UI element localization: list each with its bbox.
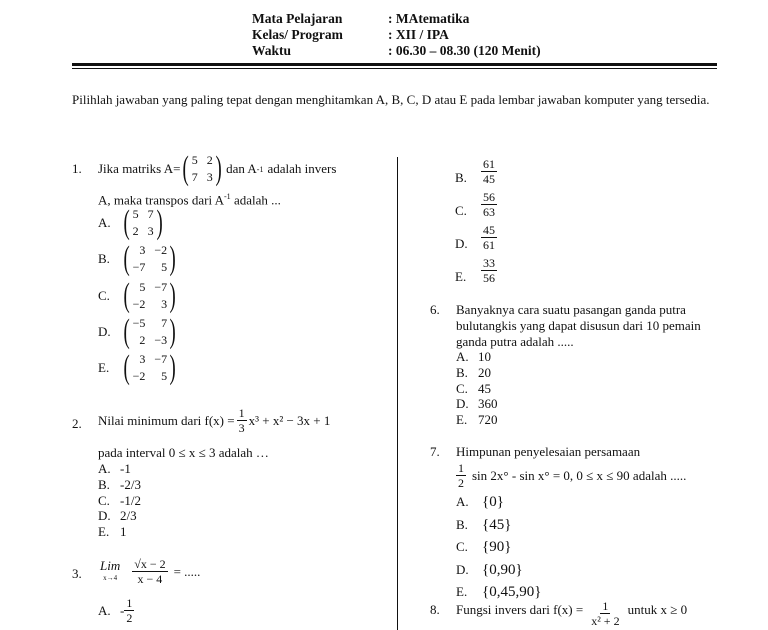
q7-opt-letter: B. bbox=[456, 516, 468, 532]
q7-option[interactable] bbox=[456, 559, 541, 582]
q2-expr: x³ + x² − 3x + 1 bbox=[248, 412, 331, 428]
q5-opt-num: 61 bbox=[483, 157, 495, 171]
q1-opt-cell: 5 bbox=[132, 207, 139, 221]
q7-text: Himpunan penyelesaian persamaan bbox=[456, 444, 641, 459]
q7-frac-num: 1 bbox=[458, 461, 464, 475]
q8-frac-num: 1 bbox=[602, 599, 609, 613]
q1-opt-cell: −2 bbox=[132, 297, 146, 311]
q1-opt-letter: A. bbox=[98, 215, 111, 230]
q5-opt-fraction bbox=[481, 190, 497, 219]
q6-option[interactable] bbox=[456, 349, 498, 365]
q2-opt-letter: A. bbox=[98, 461, 111, 476]
q6-option[interactable] bbox=[456, 365, 498, 381]
q7-opt-letter: D. bbox=[456, 561, 469, 577]
q7-opt-text: {45} bbox=[482, 516, 512, 533]
q6-opt-text: 20 bbox=[478, 364, 491, 380]
header-rule-thick bbox=[72, 63, 717, 66]
q5-opt-fraction bbox=[481, 223, 497, 252]
q1-stem bbox=[98, 152, 336, 186]
q2-line2: pada interval 0 ≤ x ≤ 3 adalah … bbox=[98, 445, 269, 460]
subject-label: Mata Pelajaran bbox=[252, 11, 343, 26]
q1-opt-cell: −7 bbox=[154, 352, 168, 366]
q1-matrix-cell: 2 bbox=[206, 153, 213, 167]
q1-line2-a: A, maka transpos dari A bbox=[98, 192, 225, 208]
q1-opt-cell: 3 bbox=[161, 297, 168, 311]
q5-opt-num: 33 bbox=[483, 256, 495, 270]
q1-opt-cell: −2 bbox=[154, 243, 168, 257]
q2-fraction bbox=[237, 406, 247, 435]
q6-opt-text: 10 bbox=[478, 349, 491, 364]
q8-text: Fungsi invers dari f(x) = bbox=[456, 602, 584, 617]
q6-opt-text: 45 bbox=[478, 380, 491, 396]
q5-option[interactable] bbox=[455, 254, 497, 287]
q1-opt-cell: 5 bbox=[161, 260, 168, 274]
q6-options bbox=[456, 349, 498, 428]
q1-matrix-cell: 3 bbox=[206, 170, 213, 184]
q7-number: 7. bbox=[430, 444, 440, 459]
q1-line2-b: adalah ... bbox=[233, 192, 281, 208]
q7-frac-den: 2 bbox=[458, 476, 464, 490]
q1-matrix: ( 5 2 7 3 ) bbox=[182, 150, 222, 187]
q7-option[interactable] bbox=[456, 536, 541, 559]
q1-opt-cell: 3 bbox=[139, 243, 146, 257]
q5-opt-den: 45 bbox=[483, 172, 495, 186]
q7-options bbox=[456, 491, 541, 604]
q2-opt-text: -1/2 bbox=[120, 492, 141, 508]
q6-option[interactable] bbox=[456, 381, 498, 397]
q1-option-a[interactable]: A. ( 5 7 2 3 ) bbox=[98, 204, 163, 241]
q1-text-a: Jika matriks A= bbox=[98, 161, 181, 176]
q5-opt-fraction bbox=[481, 157, 497, 186]
q2-opt-letter: D. bbox=[98, 508, 111, 524]
q6-text: Banyaknya cara suatu pasangan ganda putra bulutangkis yang dapat disusun dari 10 pemain ganda putra adalah ..... bbox=[456, 302, 701, 349]
q1-opt-cell: 7 bbox=[147, 207, 154, 221]
q1-line2-sup: -1 bbox=[224, 192, 231, 201]
q6-number: 6. bbox=[430, 302, 440, 317]
q3-frac-num: √x − 2 bbox=[134, 557, 166, 571]
q6-opt-text: 720 bbox=[478, 412, 498, 428]
q1-text-c: adalah invers bbox=[267, 161, 337, 176]
q3-opt-den: 2 bbox=[126, 611, 133, 625]
q7-eq: sin 2x° - sin x° = 0, 0 ≤ x ≤ 90 adalah ..... bbox=[472, 467, 687, 483]
q1-opt-letter: C. bbox=[98, 288, 110, 303]
q6-opt-letter: D. bbox=[456, 396, 469, 412]
q2-option[interactable] bbox=[98, 493, 141, 509]
q7-opt-text: {0,45,90} bbox=[482, 584, 542, 600]
q7-fraction bbox=[456, 461, 466, 490]
q1-option-e[interactable]: E. ( 3 −7 −2 5 ) bbox=[98, 349, 176, 386]
q2-option[interactable] bbox=[98, 524, 141, 540]
q6-opt-letter: E. bbox=[456, 412, 468, 428]
q5-opt-fraction bbox=[481, 256, 497, 285]
q1-opt-cell: 5 bbox=[161, 369, 168, 383]
q5-opt-letter: B. bbox=[455, 169, 467, 185]
q2-option[interactable] bbox=[98, 508, 141, 524]
q5-opt-num: 45 bbox=[483, 223, 495, 237]
q6-option[interactable] bbox=[456, 412, 498, 428]
q7-option[interactable] bbox=[456, 514, 541, 537]
q1-opt-cell: 2 bbox=[132, 224, 139, 238]
q1-opt-cell: 3 bbox=[139, 352, 146, 366]
q1-number: 1. bbox=[72, 161, 82, 176]
class-label: Kelas/ Program bbox=[252, 27, 343, 42]
q1-matrix-cell: 5 bbox=[191, 153, 198, 167]
q1-matrix-cell: 7 bbox=[191, 170, 198, 184]
q1-opt-cell: −7 bbox=[154, 280, 168, 294]
q1-option-b[interactable]: B. ( 3 −2 −7 5 ) bbox=[98, 240, 176, 277]
q2-opt-text: -2/3 bbox=[120, 476, 141, 492]
q1-opt-letter: D. bbox=[98, 324, 111, 339]
q1-opt-cell: 2 bbox=[139, 333, 146, 347]
q3-stem bbox=[100, 557, 200, 586]
q2-opt-text: -1 bbox=[120, 461, 131, 476]
q7-opt-letter: A. bbox=[456, 494, 469, 509]
q3-opt-num: 1 bbox=[126, 596, 133, 610]
q7-option[interactable] bbox=[456, 491, 541, 514]
q1-option-c[interactable]: C. ( 5 −7 −2 3 ) bbox=[98, 277, 176, 314]
q2-stem bbox=[98, 406, 330, 435]
q3-number: 3. bbox=[72, 566, 82, 581]
q2-option[interactable] bbox=[98, 461, 141, 477]
q3-option-a[interactable] bbox=[98, 596, 134, 625]
q8-tail: untuk x ≥ 0 bbox=[627, 602, 688, 617]
q1-option-d[interactable]: D. ( −5 7 2 −3 ) bbox=[98, 313, 176, 350]
q2-opt-letter: C. bbox=[98, 492, 110, 508]
q5-opt-letter: E. bbox=[455, 268, 467, 284]
q6-option[interactable] bbox=[456, 396, 498, 412]
q3-frac-den: x − 4 bbox=[137, 572, 163, 586]
time-label: Waktu bbox=[252, 43, 292, 58]
time-value: : 06.30 – 08.30 (120 Menit) bbox=[388, 43, 541, 58]
q5-opt-den: 63 bbox=[483, 205, 495, 219]
q1-sup: -1 bbox=[256, 164, 264, 174]
q2-frac-den: 3 bbox=[238, 421, 245, 435]
q2-number: 2. bbox=[72, 416, 82, 431]
q6-opt-letter: B. bbox=[456, 364, 468, 380]
q3-opt-fraction bbox=[124, 596, 134, 625]
q1-opt-cell: −7 bbox=[132, 260, 146, 274]
q1-opt-letter: B. bbox=[98, 251, 110, 266]
q2-options bbox=[98, 461, 141, 540]
q2-opt-letter: E. bbox=[98, 524, 110, 540]
q8-frac-den: x² + 2 bbox=[591, 614, 620, 628]
instructions: Pilihlah jawaban yang paling tepat dengan menghitamkan A, B, C, D atau E pada lembar jawaban komputer yang tersedia. bbox=[72, 92, 710, 107]
q8-number: 8. bbox=[430, 602, 440, 617]
q5-option[interactable] bbox=[455, 155, 497, 188]
q2-frac-num: 1 bbox=[238, 406, 245, 420]
q3-opt-letter: A. bbox=[98, 602, 111, 618]
q7-opt-text: {90} bbox=[482, 539, 512, 555]
q3-lim bbox=[100, 559, 120, 585]
q7-opt-letter: E. bbox=[456, 584, 468, 599]
q1-opt-cell: −2 bbox=[132, 369, 146, 383]
q2-text: Nilai minimum dari f(x) = bbox=[98, 412, 235, 428]
subject-value: : MAtematika bbox=[388, 11, 470, 26]
q5-opt-den: 56 bbox=[483, 271, 495, 285]
q1-opt-cell: −5 bbox=[132, 316, 146, 330]
q7-opt-letter: C. bbox=[456, 539, 468, 554]
q1-opt-letter: E. bbox=[98, 360, 110, 375]
q3-opt-sign: - bbox=[120, 602, 125, 618]
q5-opt-num: 56 bbox=[483, 190, 495, 204]
q5-opt-letter: D. bbox=[455, 235, 468, 251]
q5-opt-den: 61 bbox=[483, 238, 495, 252]
q3-tail: = ..... bbox=[173, 563, 201, 579]
q7-opt-text: {0} bbox=[482, 494, 504, 510]
q8-fraction bbox=[589, 599, 621, 628]
q5-option[interactable] bbox=[455, 221, 497, 254]
q2-opt-letter: B. bbox=[98, 476, 110, 492]
class-value: : XII / IPA bbox=[388, 27, 449, 42]
q7-opt-text: {0,90} bbox=[482, 561, 523, 578]
q2-option[interactable] bbox=[98, 477, 141, 493]
q3-lim-word: Lim bbox=[100, 557, 121, 573]
column-divider bbox=[397, 157, 398, 630]
q6-opt-letter: A. bbox=[456, 349, 469, 364]
header-rule-thin bbox=[72, 68, 717, 69]
q6-opt-text: 360 bbox=[478, 396, 498, 412]
q2-opt-text: 2/3 bbox=[120, 508, 137, 524]
q3-lim-sub: x→4 bbox=[103, 573, 118, 582]
q1-opt-cell: 7 bbox=[161, 316, 168, 330]
q1-opt-cell: 3 bbox=[147, 224, 154, 238]
q1-text-b: dan A bbox=[226, 161, 257, 176]
q5-option[interactable] bbox=[455, 188, 497, 221]
q1-opt-cell: −3 bbox=[154, 333, 168, 347]
q6-opt-letter: C. bbox=[456, 380, 468, 396]
q2-opt-text: 1 bbox=[120, 524, 127, 540]
q8-stem bbox=[456, 599, 687, 628]
q7-equation bbox=[456, 461, 686, 490]
q5-options bbox=[455, 155, 497, 287]
q1-opt-cell: 5 bbox=[139, 280, 146, 294]
q3-fraction bbox=[132, 557, 167, 586]
q5-opt-letter: C. bbox=[455, 202, 467, 218]
